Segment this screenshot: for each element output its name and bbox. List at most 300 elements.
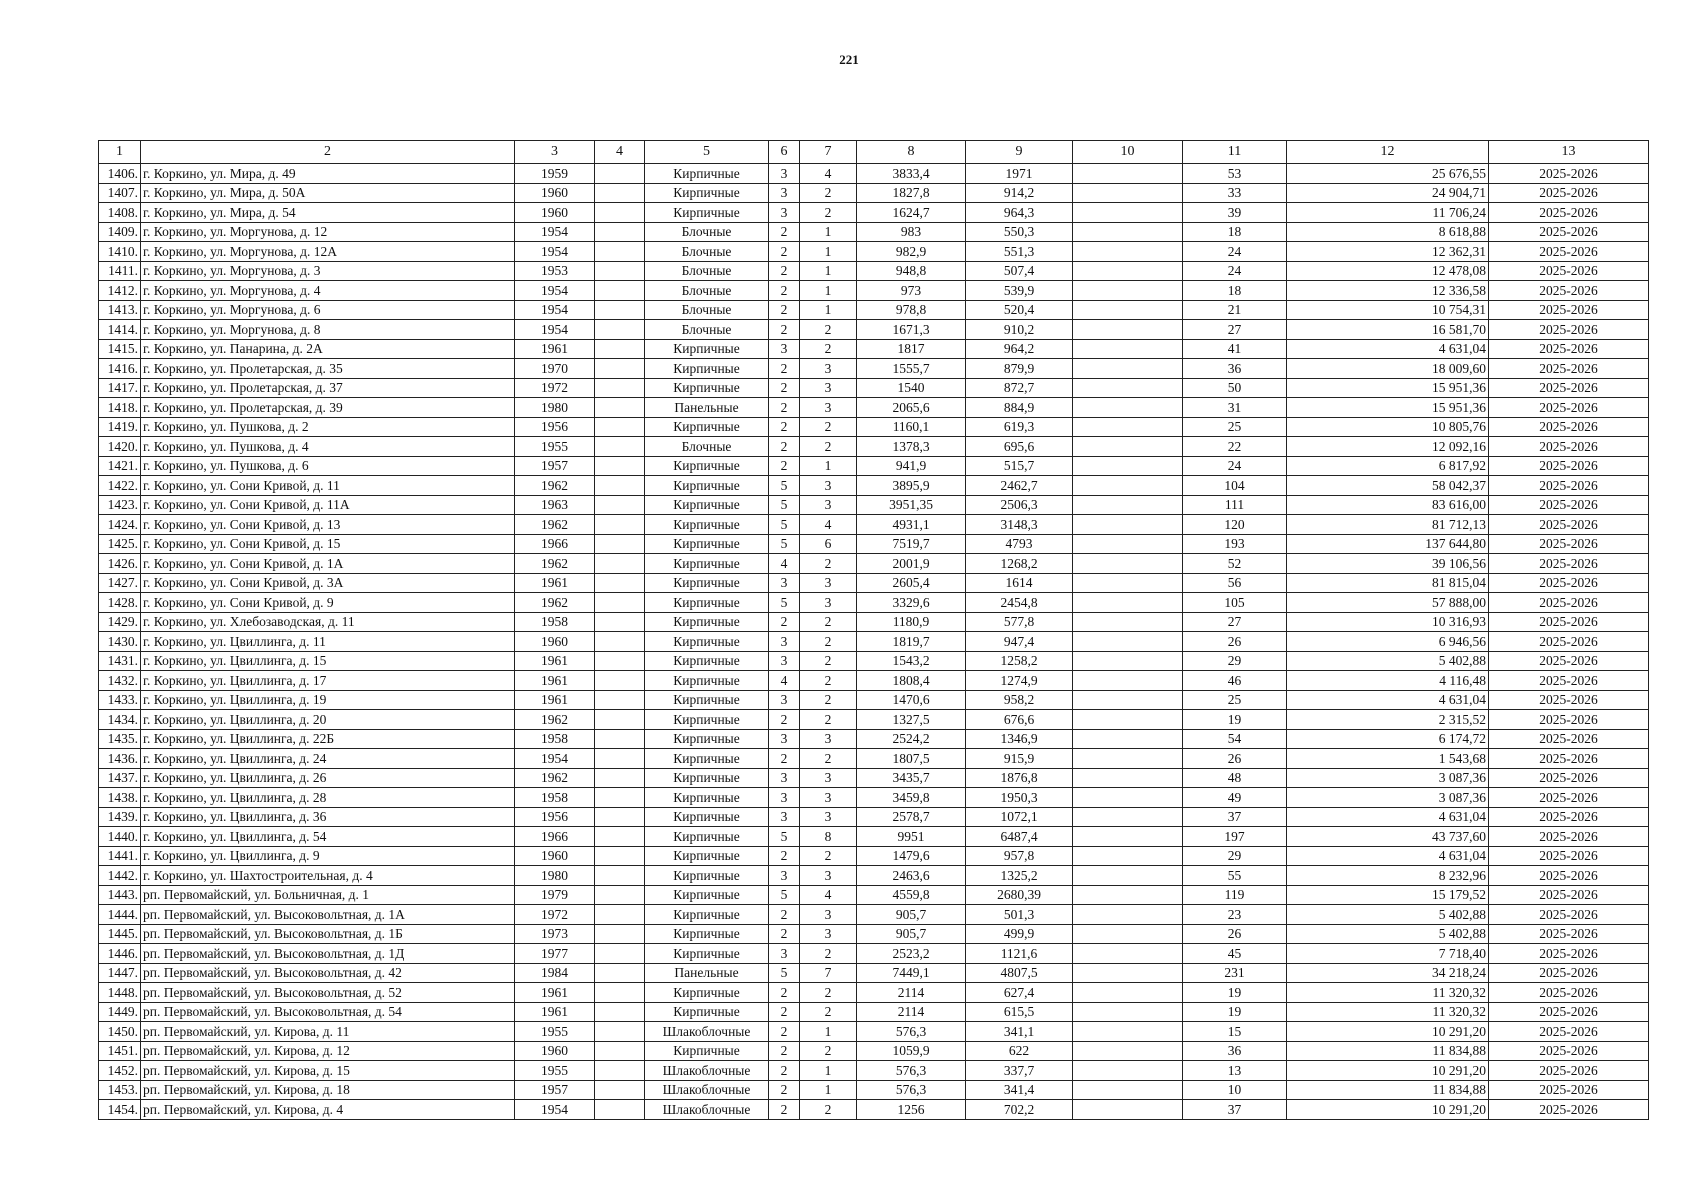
entrances-cell: 2 — [800, 203, 857, 223]
entrances-cell: 2 — [800, 437, 857, 457]
table-row — [99, 281, 1649, 301]
row-number: 1420. — [99, 437, 141, 457]
material-cell: Кирпичные — [645, 671, 769, 691]
column-header: 4 — [595, 141, 645, 164]
table-row — [99, 983, 1649, 1003]
year-cell: 1973 — [515, 924, 595, 944]
total-area-cell: 1671,3 — [857, 320, 966, 340]
col10-cell — [1073, 924, 1183, 944]
column-header: 8 — [857, 141, 966, 164]
total-area-cell: 1378,3 — [857, 437, 966, 457]
residents-cell: 105 — [1183, 593, 1287, 613]
cost-cell: 25 676,55 — [1287, 164, 1489, 184]
residents-cell: 45 — [1183, 944, 1287, 964]
col4-cell — [595, 905, 645, 925]
period-cell: 2025-2026 — [1489, 1002, 1649, 1022]
table-row — [99, 203, 1649, 223]
col4-cell — [595, 1100, 645, 1120]
floors-cell: 3 — [769, 729, 800, 749]
residents-cell: 13 — [1183, 1061, 1287, 1081]
material-cell: Блочные — [645, 222, 769, 242]
col10-cell — [1073, 417, 1183, 437]
col10-cell — [1073, 866, 1183, 886]
period-cell: 2025-2026 — [1489, 729, 1649, 749]
cost-cell: 18 009,60 — [1287, 359, 1489, 379]
floors-cell: 3 — [769, 690, 800, 710]
col10-cell — [1073, 1061, 1183, 1081]
entrances-cell: 2 — [800, 320, 857, 340]
table-row — [99, 749, 1649, 769]
row-number: 1425. — [99, 534, 141, 554]
residents-cell: 18 — [1183, 222, 1287, 242]
residents-cell: 26 — [1183, 632, 1287, 652]
cost-cell: 12 478,08 — [1287, 261, 1489, 281]
period-cell: 2025-2026 — [1489, 183, 1649, 203]
cost-cell: 11 834,88 — [1287, 1080, 1489, 1100]
cost-cell: 11 834,88 — [1287, 1041, 1489, 1061]
row-number: 1439. — [99, 807, 141, 827]
period-cell: 2025-2026 — [1489, 710, 1649, 730]
address-cell: г. Коркино, ул. Цвиллинга, д. 9 — [141, 846, 515, 866]
table-row — [99, 768, 1649, 788]
col4-cell — [595, 788, 645, 808]
year-cell: 1955 — [515, 437, 595, 457]
living-area-cell: 910,2 — [966, 320, 1073, 340]
living-area-cell: 6487,4 — [966, 827, 1073, 847]
total-area-cell: 1540 — [857, 378, 966, 398]
table-row — [99, 671, 1649, 691]
floors-cell: 2 — [769, 1041, 800, 1061]
period-cell: 2025-2026 — [1489, 671, 1649, 691]
floors-cell: 2 — [769, 749, 800, 769]
floors-cell: 5 — [769, 885, 800, 905]
material-cell: Кирпичные — [645, 807, 769, 827]
floors-cell: 3 — [769, 651, 800, 671]
living-area-cell: 947,4 — [966, 632, 1073, 652]
entrances-cell: 2 — [800, 339, 857, 359]
residents-cell: 27 — [1183, 320, 1287, 340]
floors-cell: 2 — [769, 281, 800, 301]
living-area-cell: 507,4 — [966, 261, 1073, 281]
year-cell: 1962 — [515, 768, 595, 788]
living-area-cell: 501,3 — [966, 905, 1073, 925]
table-row — [99, 827, 1649, 847]
total-area-cell: 2463,6 — [857, 866, 966, 886]
period-cell: 2025-2026 — [1489, 846, 1649, 866]
total-area-cell: 941,9 — [857, 456, 966, 476]
col10-cell — [1073, 729, 1183, 749]
col10-cell — [1073, 651, 1183, 671]
col4-cell — [595, 671, 645, 691]
residents-cell: 25 — [1183, 690, 1287, 710]
year-cell: 1962 — [515, 476, 595, 496]
col4-cell — [595, 359, 645, 379]
living-area-cell: 1072,1 — [966, 807, 1073, 827]
living-area-cell: 341,4 — [966, 1080, 1073, 1100]
year-cell: 1966 — [515, 534, 595, 554]
total-area-cell: 1807,5 — [857, 749, 966, 769]
col10-cell — [1073, 437, 1183, 457]
floors-cell: 5 — [769, 495, 800, 515]
period-cell: 2025-2026 — [1489, 768, 1649, 788]
material-cell: Кирпичные — [645, 203, 769, 223]
row-number: 1430. — [99, 632, 141, 652]
total-area-cell: 1819,7 — [857, 632, 966, 652]
col4-cell — [595, 807, 645, 827]
year-cell: 1958 — [515, 788, 595, 808]
col10-cell — [1073, 710, 1183, 730]
table-row — [99, 807, 1649, 827]
total-area-cell: 576,3 — [857, 1061, 966, 1081]
cost-cell: 57 888,00 — [1287, 593, 1489, 613]
residents-cell: 193 — [1183, 534, 1287, 554]
entrances-cell: 4 — [800, 164, 857, 184]
row-number: 1424. — [99, 515, 141, 535]
floors-cell: 2 — [769, 1100, 800, 1120]
total-area-cell: 3895,9 — [857, 476, 966, 496]
living-area-cell: 577,8 — [966, 612, 1073, 632]
year-cell: 1961 — [515, 651, 595, 671]
cost-cell: 12 336,58 — [1287, 281, 1489, 301]
table-row — [99, 183, 1649, 203]
period-cell: 2025-2026 — [1489, 534, 1649, 554]
table-row — [99, 573, 1649, 593]
address-cell: г. Коркино, ул. Цвиллинга, д. 24 — [141, 749, 515, 769]
entrances-cell: 1 — [800, 281, 857, 301]
entrances-cell: 3 — [800, 378, 857, 398]
period-cell: 2025-2026 — [1489, 1041, 1649, 1061]
address-cell: рп. Первомайский, ул. Кирова, д. 4 — [141, 1100, 515, 1120]
address-cell: г. Коркино, ул. Пролетарская, д. 35 — [141, 359, 515, 379]
total-area-cell: 3459,8 — [857, 788, 966, 808]
table-row — [99, 924, 1649, 944]
year-cell: 1954 — [515, 222, 595, 242]
residents-cell: 29 — [1183, 846, 1287, 866]
period-cell: 2025-2026 — [1489, 320, 1649, 340]
col4-cell — [595, 651, 645, 671]
floors-cell: 5 — [769, 963, 800, 983]
entrances-cell: 3 — [800, 359, 857, 379]
total-area-cell: 978,8 — [857, 300, 966, 320]
column-header: 6 — [769, 141, 800, 164]
address-cell: г. Коркино, ул. Сони Кривой, д. 1А — [141, 554, 515, 574]
address-cell: г. Коркино, ул. Сони Кривой, д. 15 — [141, 534, 515, 554]
address-cell: рп. Первомайский, ул. Высоковольтная, д. 42 — [141, 963, 515, 983]
col4-cell — [595, 944, 645, 964]
col4-cell — [595, 476, 645, 496]
year-cell: 1962 — [515, 593, 595, 613]
table-row — [99, 554, 1649, 574]
col10-cell — [1073, 495, 1183, 515]
col10-cell — [1073, 788, 1183, 808]
floors-cell: 5 — [769, 827, 800, 847]
year-cell: 1956 — [515, 807, 595, 827]
entrances-cell: 1 — [800, 300, 857, 320]
row-number: 1419. — [99, 417, 141, 437]
material-cell: Кирпичные — [645, 846, 769, 866]
year-cell: 1961 — [515, 1002, 595, 1022]
cost-cell: 1 543,68 — [1287, 749, 1489, 769]
row-number: 1408. — [99, 203, 141, 223]
entrances-cell: 2 — [800, 1002, 857, 1022]
floors-cell: 3 — [769, 183, 800, 203]
year-cell: 1954 — [515, 320, 595, 340]
col4-cell — [595, 300, 645, 320]
year-cell: 1962 — [515, 515, 595, 535]
entrances-cell: 3 — [800, 807, 857, 827]
cost-cell: 4 631,04 — [1287, 690, 1489, 710]
entrances-cell: 2 — [800, 612, 857, 632]
residents-cell: 25 — [1183, 417, 1287, 437]
address-cell: г. Коркино, ул. Цвиллинга, д. 28 — [141, 788, 515, 808]
residents-cell: 56 — [1183, 573, 1287, 593]
floors-cell: 3 — [769, 164, 800, 184]
residents-cell: 48 — [1183, 768, 1287, 788]
material-cell: Блочные — [645, 281, 769, 301]
entrances-cell: 3 — [800, 729, 857, 749]
floors-cell: 2 — [769, 1022, 800, 1042]
total-area-cell: 1827,8 — [857, 183, 966, 203]
total-area-cell: 3833,4 — [857, 164, 966, 184]
table-row — [99, 495, 1649, 515]
period-cell: 2025-2026 — [1489, 476, 1649, 496]
living-area-cell: 964,2 — [966, 339, 1073, 359]
col10-cell — [1073, 671, 1183, 691]
cost-cell: 11 320,32 — [1287, 983, 1489, 1003]
material-cell: Кирпичные — [645, 632, 769, 652]
residents-cell: 119 — [1183, 885, 1287, 905]
year-cell: 1972 — [515, 378, 595, 398]
cost-cell: 43 737,60 — [1287, 827, 1489, 847]
period-cell: 2025-2026 — [1489, 1100, 1649, 1120]
row-number: 1414. — [99, 320, 141, 340]
material-cell: Блочные — [645, 437, 769, 457]
entrances-cell: 3 — [800, 788, 857, 808]
living-area-cell: 551,3 — [966, 242, 1073, 262]
year-cell: 1961 — [515, 671, 595, 691]
entrances-cell: 2 — [800, 690, 857, 710]
table-row — [99, 1002, 1649, 1022]
row-number: 1443. — [99, 885, 141, 905]
floors-cell: 3 — [769, 632, 800, 652]
year-cell: 1960 — [515, 203, 595, 223]
entrances-cell: 3 — [800, 573, 857, 593]
address-cell: г. Коркино, ул. Сони Кривой, д. 11 — [141, 476, 515, 496]
period-cell: 2025-2026 — [1489, 905, 1649, 925]
period-cell: 2025-2026 — [1489, 281, 1649, 301]
period-cell: 2025-2026 — [1489, 788, 1649, 808]
floors-cell: 2 — [769, 261, 800, 281]
column-header: 1 — [99, 141, 141, 164]
year-cell: 1979 — [515, 885, 595, 905]
col4-cell — [595, 749, 645, 769]
col4-cell — [595, 983, 645, 1003]
cost-cell: 10 291,20 — [1287, 1022, 1489, 1042]
col10-cell — [1073, 359, 1183, 379]
cost-cell: 4 631,04 — [1287, 846, 1489, 866]
period-cell: 2025-2026 — [1489, 1022, 1649, 1042]
material-cell: Кирпичные — [645, 515, 769, 535]
cost-cell: 5 402,88 — [1287, 651, 1489, 671]
year-cell: 1957 — [515, 456, 595, 476]
material-cell: Кирпичные — [645, 710, 769, 730]
address-cell: г. Коркино, ул. Цвиллинга, д. 20 — [141, 710, 515, 730]
col4-cell — [595, 554, 645, 574]
col10-cell — [1073, 905, 1183, 925]
residents-cell: 27 — [1183, 612, 1287, 632]
material-cell: Кирпичные — [645, 359, 769, 379]
living-area-cell: 622 — [966, 1041, 1073, 1061]
col4-cell — [595, 281, 645, 301]
col4-cell — [595, 632, 645, 652]
address-cell: г. Коркино, ул. Пролетарская, д. 37 — [141, 378, 515, 398]
residents-cell: 26 — [1183, 749, 1287, 769]
row-number: 1411. — [99, 261, 141, 281]
column-header: 13 — [1489, 141, 1649, 164]
material-cell: Блочные — [645, 300, 769, 320]
material-cell: Кирпичные — [645, 378, 769, 398]
material-cell: Панельные — [645, 398, 769, 418]
year-cell: 1962 — [515, 554, 595, 574]
address-cell: г. Коркино, ул. Сони Кривой, д. 11А — [141, 495, 515, 515]
year-cell: 1954 — [515, 242, 595, 262]
living-area-cell: 1876,8 — [966, 768, 1073, 788]
address-cell: г. Коркино, ул. Цвиллинга, д. 11 — [141, 632, 515, 652]
row-number: 1437. — [99, 768, 141, 788]
col10-cell — [1073, 846, 1183, 866]
period-cell: 2025-2026 — [1489, 398, 1649, 418]
table-row — [99, 1041, 1649, 1061]
address-cell: рп. Первомайский, ул. Кирова, д. 12 — [141, 1041, 515, 1061]
total-area-cell: 1817 — [857, 339, 966, 359]
floors-cell: 5 — [769, 476, 800, 496]
entrances-cell: 2 — [800, 183, 857, 203]
table-row — [99, 378, 1649, 398]
col10-cell — [1073, 749, 1183, 769]
residents-cell: 10 — [1183, 1080, 1287, 1100]
cost-cell: 81 815,04 — [1287, 573, 1489, 593]
living-area-cell: 4793 — [966, 534, 1073, 554]
year-cell: 1961 — [515, 690, 595, 710]
year-cell: 1960 — [515, 632, 595, 652]
total-area-cell: 7519,7 — [857, 534, 966, 554]
total-area-cell: 9951 — [857, 827, 966, 847]
address-cell: рп. Первомайский, ул. Кирова, д. 11 — [141, 1022, 515, 1042]
floors-cell: 2 — [769, 437, 800, 457]
cost-cell: 8 618,88 — [1287, 222, 1489, 242]
living-area-cell: 1971 — [966, 164, 1073, 184]
living-area-cell: 2506,3 — [966, 495, 1073, 515]
material-cell: Кирпичные — [645, 456, 769, 476]
address-cell: г. Коркино, ул. Моргунова, д. 3 — [141, 261, 515, 281]
address-cell: г. Коркино, ул. Моргунова, д. 12 — [141, 222, 515, 242]
row-number: 1448. — [99, 983, 141, 1003]
col10-cell — [1073, 222, 1183, 242]
living-area-cell: 4807,5 — [966, 963, 1073, 983]
cost-cell: 8 232,96 — [1287, 866, 1489, 886]
col4-cell — [595, 1022, 645, 1042]
year-cell: 1954 — [515, 749, 595, 769]
cost-cell: 6 174,72 — [1287, 729, 1489, 749]
floors-cell: 4 — [769, 671, 800, 691]
year-cell: 1958 — [515, 729, 595, 749]
entrances-cell: 2 — [800, 1041, 857, 1061]
cost-cell: 16 581,70 — [1287, 320, 1489, 340]
period-cell: 2025-2026 — [1489, 359, 1649, 379]
row-number: 1453. — [99, 1080, 141, 1100]
table-row — [99, 885, 1649, 905]
address-cell: г. Коркино, ул. Цвиллинга, д. 15 — [141, 651, 515, 671]
floors-cell: 2 — [769, 456, 800, 476]
col10-cell — [1073, 1022, 1183, 1042]
period-cell: 2025-2026 — [1489, 1080, 1649, 1100]
col10-cell — [1073, 203, 1183, 223]
cost-cell: 4 116,48 — [1287, 671, 1489, 691]
col10-cell — [1073, 593, 1183, 613]
floors-cell: 2 — [769, 398, 800, 418]
cost-cell: 12 362,31 — [1287, 242, 1489, 262]
material-cell: Кирпичные — [645, 593, 769, 613]
year-cell: 1980 — [515, 398, 595, 418]
period-cell: 2025-2026 — [1489, 632, 1649, 652]
address-cell: г. Коркино, ул. Цвиллинга, д. 17 — [141, 671, 515, 691]
address-cell: г. Коркино, ул. Моргунова, д. 6 — [141, 300, 515, 320]
entrances-cell: 2 — [800, 632, 857, 652]
table-row — [99, 242, 1649, 262]
cost-cell: 5 402,88 — [1287, 905, 1489, 925]
row-number: 1418. — [99, 398, 141, 418]
row-number: 1416. — [99, 359, 141, 379]
living-area-cell: 1614 — [966, 573, 1073, 593]
cost-cell: 3 087,36 — [1287, 788, 1489, 808]
period-cell: 2025-2026 — [1489, 164, 1649, 184]
total-area-cell: 7449,1 — [857, 963, 966, 983]
living-area-cell: 2680,39 — [966, 885, 1073, 905]
row-number: 1446. — [99, 944, 141, 964]
material-cell: Кирпичные — [645, 1002, 769, 1022]
col4-cell — [595, 612, 645, 632]
cost-cell: 81 712,13 — [1287, 515, 1489, 535]
col10-cell — [1073, 300, 1183, 320]
floors-cell: 3 — [769, 339, 800, 359]
residents-cell: 120 — [1183, 515, 1287, 535]
floors-cell: 2 — [769, 924, 800, 944]
address-cell: г. Коркино, ул. Цвиллинга, д. 36 — [141, 807, 515, 827]
entrances-cell: 3 — [800, 924, 857, 944]
address-cell: г. Коркино, ул. Моргунова, д. 8 — [141, 320, 515, 340]
year-cell: 1960 — [515, 1041, 595, 1061]
entrances-cell: 2 — [800, 554, 857, 574]
table-row — [99, 651, 1649, 671]
col4-cell — [595, 456, 645, 476]
floors-cell: 3 — [769, 573, 800, 593]
period-cell: 2025-2026 — [1489, 378, 1649, 398]
total-area-cell: 2578,7 — [857, 807, 966, 827]
floors-cell: 2 — [769, 1002, 800, 1022]
address-cell: г. Коркино, ул. Пролетарская, д. 39 — [141, 398, 515, 418]
residents-cell: 24 — [1183, 456, 1287, 476]
total-area-cell: 1059,9 — [857, 1041, 966, 1061]
table-row — [99, 944, 1649, 964]
period-cell: 2025-2026 — [1489, 1061, 1649, 1081]
row-number: 1440. — [99, 827, 141, 847]
col4-cell — [595, 534, 645, 554]
table-row — [99, 866, 1649, 886]
entrances-cell: 2 — [800, 846, 857, 866]
material-cell: Кирпичные — [645, 495, 769, 515]
table-row — [99, 261, 1649, 281]
table-row — [99, 339, 1649, 359]
